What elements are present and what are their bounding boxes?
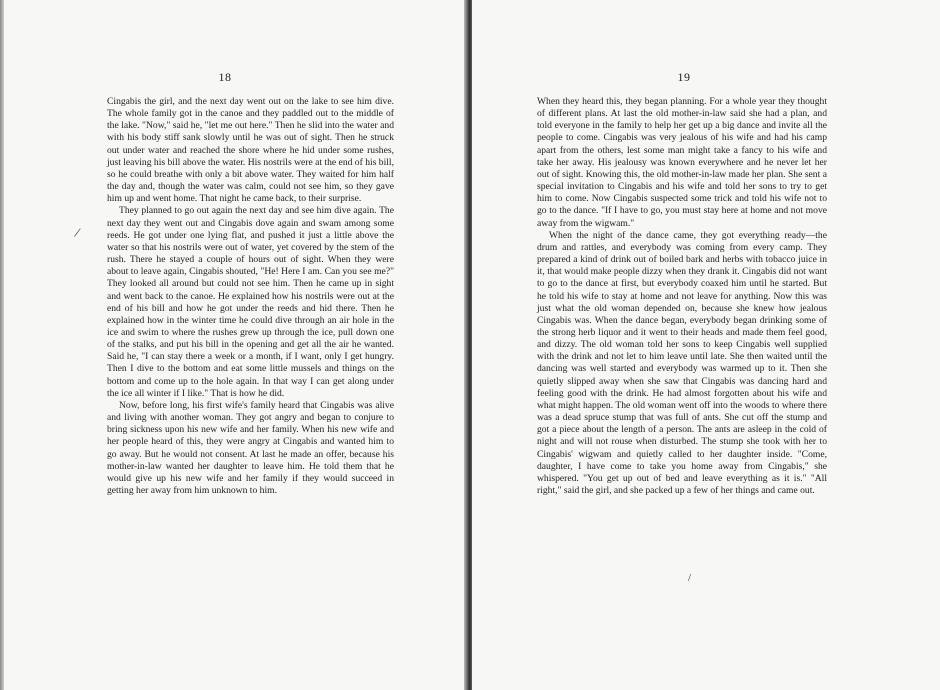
page-number-left: 18 <box>218 70 232 84</box>
right-page-text <box>537 96 827 497</box>
left-page <box>0 0 468 690</box>
pencil-mark: / <box>688 572 692 584</box>
pencil-mark: / <box>72 225 82 242</box>
paragraph: When the night of the dance came, they got everything ready—the drum and rattles, and everybody was coming from every camp. They prepared a kind of drink out of boiled bark and herbs with tobacco juice in it, that would make people dizzy when they drank it. Cingabis did not want to go to the dance at first, but everybody coaxed him until he started. But he told his wife to stay at home and not leave for anything. Now this was just what the old woman depended on, because she knew how jealous Cingabis was. When the dance began, everybody began drinking some of the strong herb liquor and it went to their heads and made them feel good, and dizzy. The old woman told her sons to keep Cingabis well supplied with the drink and not let to him leave until late. She then waited until the dancing was well started and everybody was warmed up to it. Then she quietly slipped away when she saw that Cingabis was dancing hard and feeling good with the drink. He had almost forgotten about his wife and what might happen. The old woman went off into the woods to where there was a dead spruce stump that was full of ants. She cut off the stump and got a piece about the length of a person. The ants are asleep in the cold of night and will not rouse when disturbed. The stump she took with her to Cingabis' wigwam and quietly called to her daughter inside. "Come, daughter, I have come to take you home away from Cingabis," she whispered. "You get up out of bed and leave everything as it is." "All right," said the girl, and she packed up a few of her things and came out. <box>537 229 827 496</box>
page-number-right: 19 <box>677 70 691 84</box>
right-page <box>472 0 940 690</box>
left-page-text <box>107 96 394 497</box>
paragraph: When they heard this, they began planning. For a whole year they thought of different plans. At last the old mother-in-law said she had a plan, and told everyone in the family to help her get up a big dance and invite all the people to come. Cingabis was very jealous of his wife and had his camp apart from the others, lest some man might take a fancy to his wife and take her away. His jealousy was known everywhere and he never let her out of sight. Knowing this, the old mother-in-law made her plan. She sent a special invitation to Cingabis and his wife and told her sons to try to get him to come. Now Cingabis suspected some trick and told his wife not to go to the dance. "If I have to go, you must stay here at home and not move away from the wigwam." <box>537 96 827 229</box>
paragraph: They planned to go out again the next day and see him dive again. The next day they went out and Cingabis dove again and swam among some reeds. He got under one lying flat, and pushed it just a little above the water so that his nostrils were out of water, yet covered by the stem of the rush. There he stayed a couple of hours out of sight. When they were about to leave again, Cingabis shouted, "He! Here I am. Can you see me?" They looked all around but could not see him. Then he came up in sight and went back to the canoe. He explained how his nostrils were out at the end of his bill and how he got under the reeds and hid there. Then he explained how in the winter time he could dive through an air hole in the ice and swim to where the rushes grew up through the ice, pull down one of the stalks, and put his bill in the opening and get all the air he wanted. Said he, "I can stay there a week or a month, if I want, only I get hungry. Then I dive to the bottom and eat some little mussels and things on the bottom and come up to the hole again. In that way I can get along under the ice all winter if I like." That is how he did. <box>107 205 394 399</box>
paragraph: Cingabis the girl, and the next day went out on the lake to see him dive. The whole family got in the canoe and they paddled out to the middle of the lake. "Now," said he, "let me out here." Then he slid into the water and with his body stiff sank slowly until he was out of sight. Then he struck out under water and reached the shore where he hid under some rushes, just leaving his bill above the water. His nostrils were at the end of his bill, so he could breathe with only a bit above water. They waited for him half the day and, though the water was calm, could not see him, so they gave him up and went home. That night he came back, to their surprise. <box>107 96 394 205</box>
page-edge <box>0 0 4 690</box>
paragraph: Now, before long, his first wife's family heard that Cingabis was alive and living with another woman. They got angry and began to conjure to bring sickness upon his new wife and her family. When his new wife and her people heard of this, they were angry at Cingabis and wanted him to go away. But he would not consent. At last he made an offer, because his mother-in-law wanted her daughter to leave him. He told them that he would give up his new wife and her family if they would succeed in getting her away from him unknown to him. <box>107 399 394 496</box>
